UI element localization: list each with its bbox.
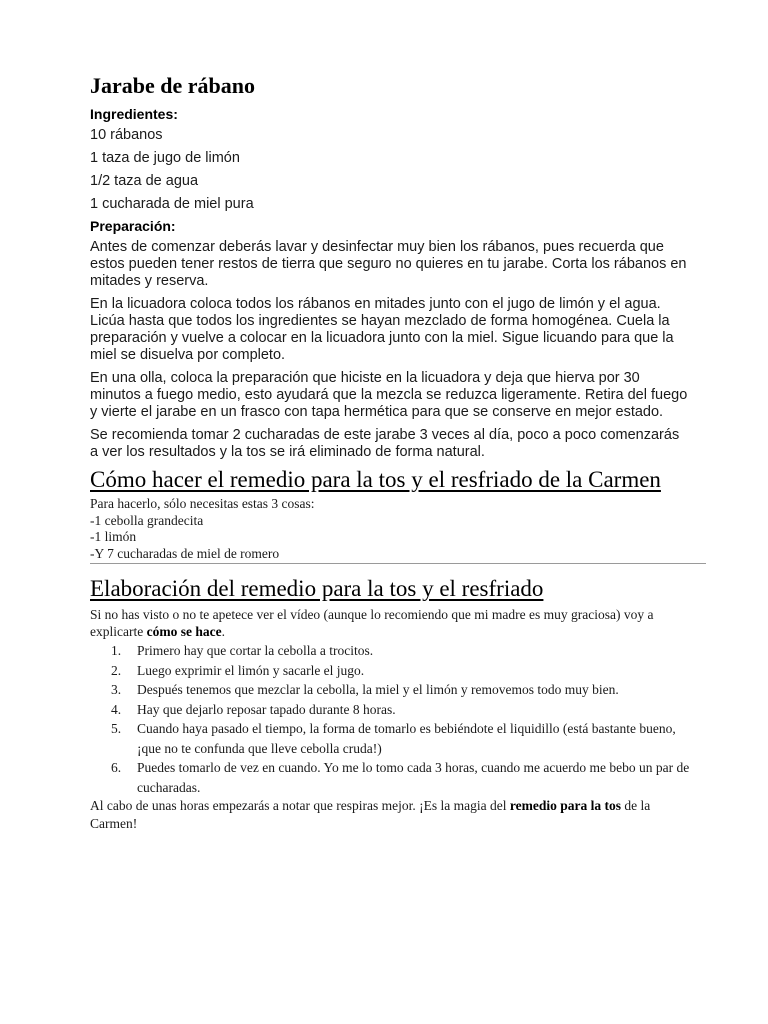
step-item [90,641,690,661]
ingredient-item: 10 rábanos [90,127,163,143]
needed-items-list [90,496,690,562]
section-heading-remedio: Cómo hacer el remedio para la tos y el resfriado de la Carmen [90,467,661,492]
step-text: Cuando haya pasado el tiempo, la forma de tomarlo es bebiéndote el liquidillo (está bastante bueno, ¡que no te confunda que lleve cebolla cruda!) [137,721,676,756]
step-number: 5. [111,721,122,736]
preparation-heading: Preparación: [90,218,176,234]
step-text: Después tenemos que mezclar la cebolla, la miel y el limón y removemos todo muy bien. [137,682,619,697]
preparation-paragraph: Se recomienda tomar 2 cucharadas de este jarabe 3 veces al día, poco a poco comenzarás a ver los resultados y la tos se irá eliminado de forma natural. [90,427,680,460]
steps-list [90,641,690,797]
needed-item: -1 limón [90,529,137,544]
step-item [90,680,690,700]
horizontal-divider [90,563,706,564]
step-text: Luego exprimir el limón y sacarle el jugo. [137,662,365,678]
ingredient-item: 1 cucharada de miel pura [90,196,254,212]
step-number: 4. [111,701,122,717]
step-number: 2. [111,662,122,678]
preparation-paragraph: Antes de comenzar deberás lavar y desinfectar muy bien los rábanos, pues recuerda que estos pueden tener restos de tierra que seguro no quieres en tu jarabe. Corta los rábanos en mitades y reserva. [90,239,687,289]
closing-text: Al cabo de unas horas empezarás a notar que respiras mejor. ¡Es la magia del [90,798,510,813]
step-number: 1. [111,643,122,658]
needed-item: Para hacerlo, sólo necesitas estas 3 cosas: [90,496,315,511]
elaboration-intro [90,607,690,640]
preparation-paragraph: En la licuadora coloca todos los rábanos en mitades junto con el jugo de limón y el agua. Licúa hasta que todos los ingredientes se hayan mezclado de forma homogénea. Cuela la preparación y vuelve a colocar en la licuadora junto con la miel. Sigue licuando para que la miel se disuelva por completo. [90,296,674,363]
preparation-paragraph: En una olla, coloca la preparación que hiciste en la licuadora y deja que hierva por 30 minutos a fuego medio, esto ayudará que la mezcla se reduzca ligeramente. Retira del fuego y vierte el jarabe en un frasco con tapa hermética para que se conserve en mejor estado. [90,370,688,420]
step-number: 3. [111,682,122,697]
intro-text: Si no has visto o no te apetece ver el vídeo (aunque lo recomiendo que mi madre es muy graciosa) voy a explicarte [90,607,654,639]
ingredient-item: 1 taza de jugo de limón [90,150,240,166]
step-item [90,758,690,797]
closing-end: de la Carmen! [90,798,651,831]
ingredient-item: 1/2 taza de agua [90,173,199,189]
step-text: Primero hay que cortar la cebolla a trocitos. [137,643,374,658]
section-heading-elaboracion: Elaboración del remedio para la tos y el resfriado [90,576,544,601]
step-number: 6. [111,760,122,775]
closing-bold-text: remedio para la tos [509,798,621,813]
ingredients-heading: Ingredientes: [90,106,178,122]
closing-paragraph [90,797,690,833]
needed-item: -Y 7 cucharadas de miel de romero [90,545,280,561]
step-text: Puedes tomarlo de vez en cuando. Yo me lo tomo cada 3 horas, cuando me acuerdo me bebo un par de cucharadas. [137,760,690,795]
intro-bold-text: cómo se hace [146,623,222,639]
ingredients-list [90,124,690,216]
step-item [90,661,690,681]
needed-item: -1 cebolla grandecita [90,512,204,528]
step-item [90,700,690,720]
step-item [90,719,690,758]
intro-end: . [221,623,225,639]
document-page [90,70,690,833]
step-text: Hay que dejarlo reposar tapado durante 8 horas. [137,701,396,717]
recipe-title: Jarabe de rábano [90,73,255,98]
